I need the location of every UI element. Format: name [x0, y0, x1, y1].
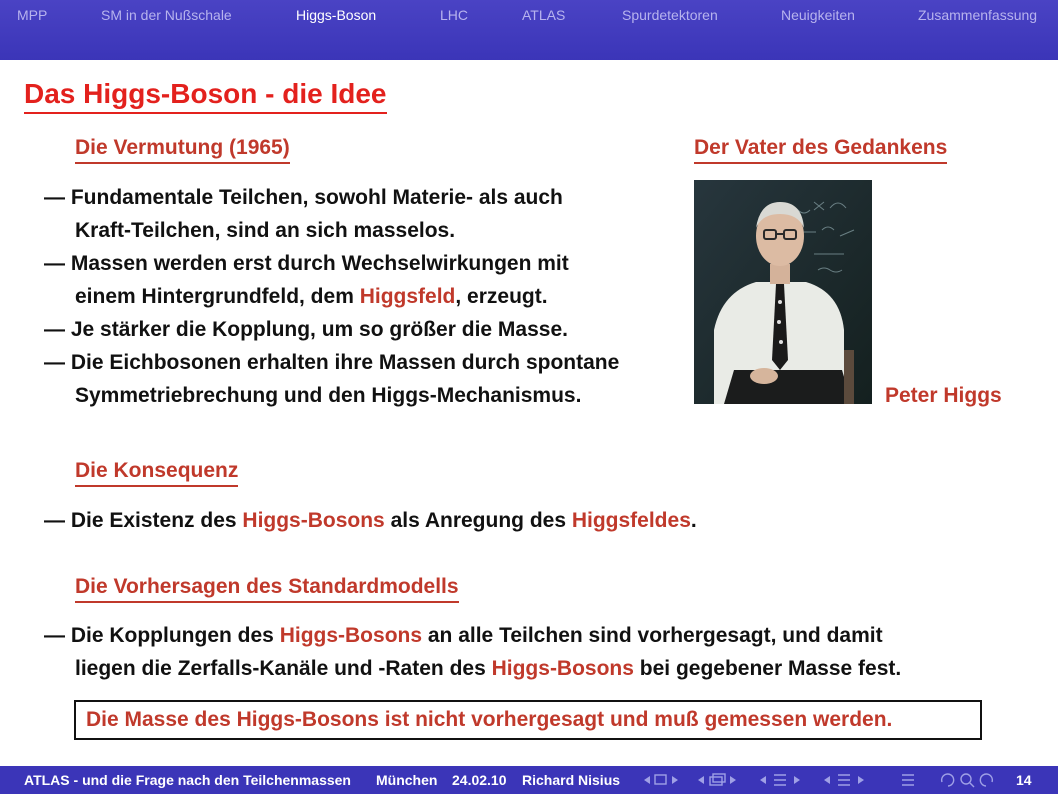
page-number: 14: [1016, 772, 1032, 788]
nav-item-lhc[interactable]: LHC: [440, 7, 469, 23]
subsection-icon[interactable]: [710, 774, 725, 785]
nav-item-mpp[interactable]: MPP: [17, 7, 48, 23]
sidebar-heading: Der Vater des Gedankens: [694, 136, 947, 164]
back-icon[interactable]: [942, 774, 954, 786]
bullet-line-4: einem Hintergrundfeld, dem Higgsfeld, erzeugt.: [75, 285, 548, 308]
document-icon[interactable]: [902, 775, 914, 785]
nav-item-higgs-boson[interactable]: Higgs-Boson: [296, 7, 377, 23]
term-higgs-bosons: Higgs-Bosons: [279, 624, 423, 647]
footer-bar: [0, 766, 1058, 794]
footer-date: 24.02.10: [452, 772, 507, 788]
nav-item-sm-nussschale[interactable]: SM in der Nußschale: [101, 7, 232, 23]
bullet-line-5: — Je stärker die Kopplung, um so größer die Masse.: [44, 318, 568, 341]
term-higgsfeldes: Higgsfeldes: [571, 509, 691, 532]
nav-item-zusammenfassung[interactable]: Zusammenfassung: [918, 7, 1038, 23]
section-heading-konsequenz: Die Konsequenz: [75, 459, 238, 487]
next-part-icon[interactable]: [858, 776, 864, 784]
nav-item-spurdetektoren[interactable]: Spurdetektoren: [622, 7, 718, 23]
section-heading-vermutung: Die Vermutung (1965): [75, 136, 290, 164]
bullet-line-3: — Massen werden erst durch Wechselwirkungen mit: [44, 252, 569, 275]
vorhersagen-line-1: — Die Kopplungen des Higgs-Bosons an alle Teilchen sind vorhergesagt, und damit: [44, 624, 883, 647]
section-icon[interactable]: [774, 775, 786, 785]
konsequenz-line: — Die Existenz des Higgs-Bosons als Anregung des Higgsfeldes.: [44, 509, 697, 532]
prev-frame-icon[interactable]: [644, 776, 650, 784]
nav-item-neuigkeiten[interactable]: Neuigkeiten: [781, 7, 855, 23]
footer-place: München: [376, 772, 438, 788]
photo-caption: Peter Higgs: [885, 384, 1002, 407]
boxed-statement-text: Die Masse des Higgs-Bosons ist nicht vorhergesagt und muß gemessen werden.: [86, 708, 893, 731]
search-icon[interactable]: [961, 774, 974, 787]
next-section-icon[interactable]: [794, 776, 800, 784]
bullet-line-1: — Fundamentale Teilchen, sowohl Materie- als auch: [44, 186, 563, 209]
slide-title: Das Higgs-Boson - die Idee: [24, 78, 387, 114]
bullet-line-6: — Die Eichbosonen erhalten ihre Massen durch spontane: [44, 351, 620, 374]
prev-subsection-icon[interactable]: [698, 776, 704, 784]
part-icon[interactable]: [838, 775, 850, 785]
footer-author: Richard Nisius: [522, 772, 621, 788]
term-higgs-bosons: Higgs-Bosons: [242, 509, 385, 532]
top-navigation-bar: [0, 0, 1058, 60]
vorhersagen-line-2: liegen die Zerfalls-Kanäle und -Raten des Higgs-Bosons bei gegebener Masse fest.: [75, 657, 902, 680]
boxed-statement: [74, 700, 982, 740]
prev-section-icon[interactable]: [760, 776, 766, 784]
next-subsection-icon[interactable]: [730, 776, 736, 784]
term-higgs-bosons: Higgs-Bosons: [491, 657, 634, 680]
next-frame-icon[interactable]: [672, 776, 678, 784]
beamer-navigation-icons: [640, 769, 1010, 791]
term-higgsfeld: Higgsfeld: [359, 285, 456, 308]
section-heading-vorhersagen: Die Vorhersagen des Standardmodells: [75, 575, 459, 603]
frame-icon[interactable]: [655, 775, 666, 784]
footer-title: ATLAS - und die Frage nach den Teilchenmassen: [24, 772, 351, 788]
bullet-line-7: Symmetriebrechung und den Higgs-Mechanismus.: [75, 384, 582, 407]
peter-higgs-photo: [694, 180, 872, 404]
forward-icon[interactable]: [980, 774, 992, 786]
prev-part-icon[interactable]: [824, 776, 830, 784]
bullet-line-2: Kraft-Teilchen, sind an sich masselos.: [75, 219, 456, 242]
nav-item-atlas[interactable]: ATLAS: [522, 7, 566, 23]
